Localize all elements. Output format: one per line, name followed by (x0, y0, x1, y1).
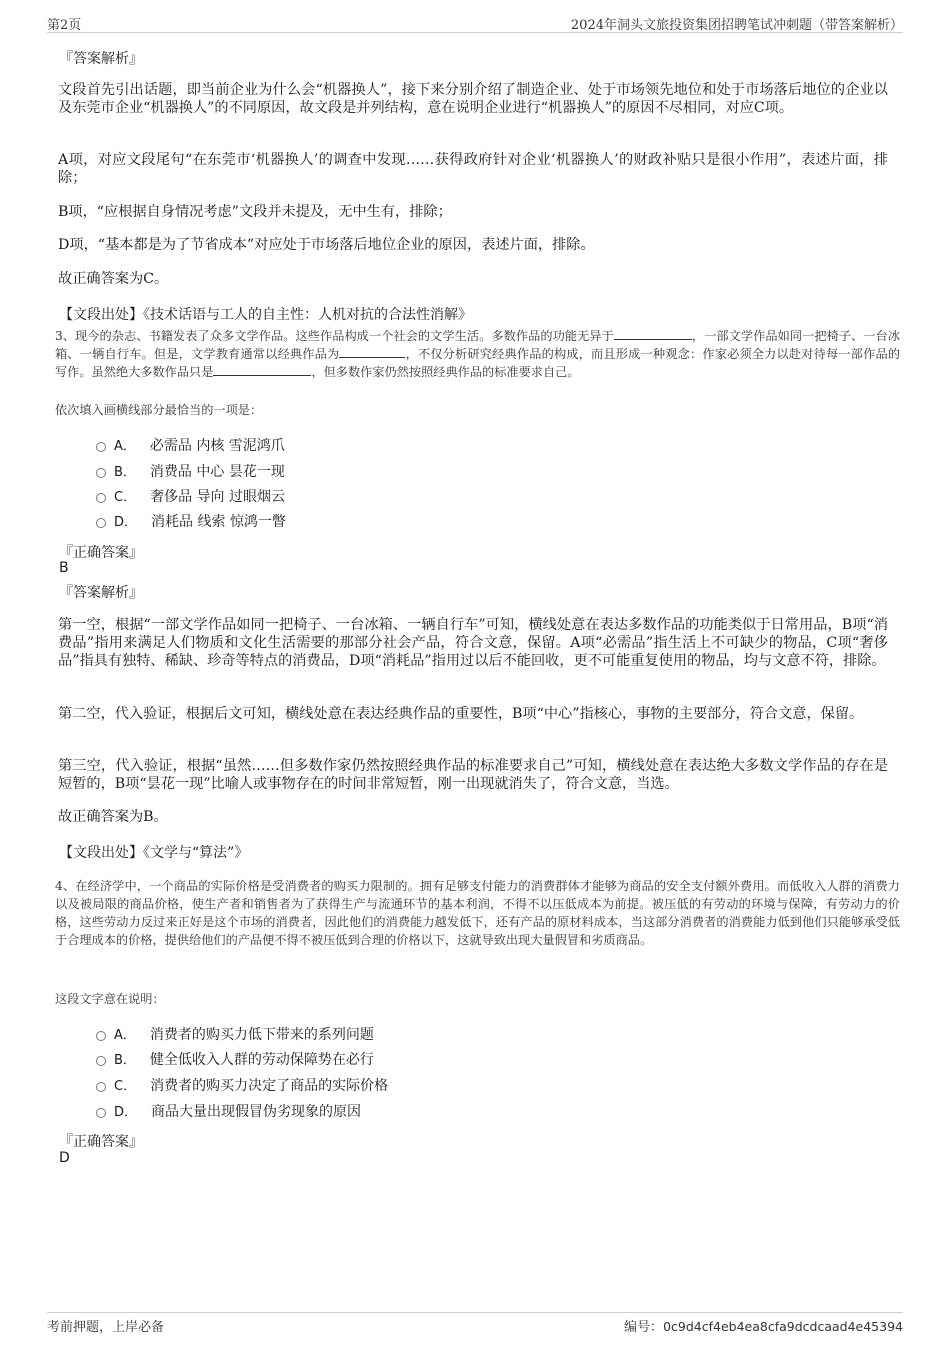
radio-button[interactable] (96, 1108, 106, 1118)
analysis-paragraph: 第三空，代入验证，根据“虽然……但多数作家仍然按照经典作品的标准要求自己”可知，横线处意在表达绝大多数文学作品的存在是短暂的，B项“昙花一现”比喻人或事物存在的时间非常短暂，刚一出现就消失了，符合文意，当选。 (58, 758, 888, 792)
page-footer (47, 1312, 903, 1337)
question-3-text: 3、现今的杂志、书籍发表了众多文学作品。这些作品构成一个社会的文学生活。多数作品的功能无异于 ，一部文学作品如同一把椅子、一台冰箱、一辆自行车。但是，文学教育通常以经典作品为 ，不仅分析研究经典作品的构成，而且形成一种观念：作家必须全力以赴对待每一部作品的写作。虽然绝大多数作品只是 ，但多数作家仍然按照经典作品的标准要求自己。 (55, 329, 901, 379)
correct-answer: B (59, 560, 69, 576)
radio-button[interactable] (96, 468, 106, 478)
analysis-paragraph: B项，“应根据自身情况考虑”文段并未提及，无中生有，排除； (58, 204, 452, 220)
option-a[interactable]: A． 必需品 内核 雪泥鸿爪 (96, 436, 285, 456)
fill-blank-3 (213, 364, 311, 376)
radio-button[interactable] (96, 1056, 106, 1066)
analysis-paragraph: 第一空，根据“一部文学作品如同一把椅子、一台冰箱、一辆自行车”可知，横线处意在表达多数作品的功能类似于日常用品，B项“消费品”指用来满足人们物质和文化生活需要的那部分社会产品，符合文意，保留。A项“必需品”指生活上不可缺少的物品，C项“奢侈品”指具有独特、稀缺、珍奇等特点的消费品，D项“消耗品”指用过以后不能回收，更不可能重复使用的物品，均与文意不符，排除。 (58, 617, 888, 669)
question-4-prompt: 这段文字意在说明： (55, 992, 165, 1006)
correct-answer-label: 『正确答案』 (59, 545, 143, 561)
radio-button[interactable] (96, 1082, 106, 1092)
radio-button[interactable] (96, 493, 106, 503)
radio-button[interactable] (96, 442, 106, 452)
option-b[interactable]: B． 健全低收入人群的劳动保障势在必行 (96, 1050, 374, 1070)
source-citation: 【文段出处】《文学与“算法”》 (59, 845, 249, 861)
fill-blank-2 (339, 346, 405, 358)
option-c[interactable]: C． 奢侈品 导向 过眼烟云 (96, 487, 285, 507)
radio-button[interactable] (96, 518, 106, 528)
option-b[interactable]: B． 消费品 中心 昙花一现 (96, 462, 285, 482)
page-number: 第2页 (47, 18, 82, 33)
page-header (47, 12, 903, 33)
document-title: 2024年洞头文旅投资集团招聘笔试冲刺题（带答案解析） (570, 18, 903, 33)
correct-answer: D (59, 1150, 70, 1166)
option-d[interactable]: D． 消耗品 线索 惊鸿一瞥 (96, 512, 286, 532)
radio-button[interactable] (96, 1031, 106, 1041)
option-a[interactable]: A． 消费者的购买力低下带来的系列问题 (96, 1025, 374, 1045)
analysis-label: 『答案解析』 (59, 51, 143, 67)
analysis-paragraph: A项，对应文段尾句“在东莞市‘机器换人’的调查中发现……获得政府针对企业‘机器换人’的财政补贴只是很小作用”，表述片面，排除； (58, 152, 888, 186)
footer-slogan: 考前押题，上岸必备 (47, 1320, 165, 1335)
document-code: 编号：0c9d4cf4eb4ea8cfa9dcdcaad4e45394 (624, 1319, 903, 1335)
source-citation: 【文段出处】《技术话语与工人的自主性：人机对抗的合法性消解》 (59, 307, 472, 323)
analysis-paragraph: D项，“基本都是为了节省成本”对应处于市场落后地位企业的原因，表述片面，排除。 (58, 237, 595, 253)
correct-answer-label: 『正确答案』 (59, 1134, 143, 1150)
analysis-paragraph: 第二空，代入验证，根据后文可知，横线处意在表达经典作品的重要性，B项“中心”指核心，事物的主要部分，符合文意，保留。 (58, 706, 864, 722)
option-c[interactable]: C． 消费者的购买力决定了商品的实际价格 (96, 1076, 388, 1096)
answer-conclusion: 故正确答案为C。 (58, 271, 169, 287)
fill-blank-1 (614, 328, 692, 340)
answer-conclusion: 故正确答案为B。 (58, 809, 168, 825)
option-d[interactable]: D． 商品大量出现假冒伪劣现象的原因 (96, 1102, 361, 1122)
analysis-paragraph: 文段首先引出话题，即当前企业为什么会“机器换人”，接下来分别介绍了制造企业、处于市场领先地位和处于市场落后地位的企业以及东莞市企业“机器换人”的不同原因，故文段是并列结构，意在说明企业进行“机器换人”的原因不尽相同，对应C项。 (58, 82, 888, 116)
analysis-label: 『答案解析』 (59, 585, 143, 601)
question-3-prompt: 依次填入画横线部分最恰当的一项是： (55, 403, 263, 417)
question-4-text: 4、在经济学中，一个商品的实际价格是受消费者的购买力限制的。拥有足够支付能力的消费群体才能够为商品的安全支付额外费用。而低收入人群的消费力以及被局限的商品价格，使生产者和销售者为了获得生产与流通环节的基本利润，不得不以压低成本为前提。被压低的有劳动的环境与保障，有劳动力的价格，这些劳动力反过来正好是这个市场的消费者，因此他们的消费能力越发低下，还有产品的原材料成本，当这部分消费者的消费能力低到他们只能够承受低于合理成本的价格，提供给他们的产品便不得不被压低到合理的价格以下，这就导致出现大量假冒和劣质商品。 (55, 879, 900, 947)
